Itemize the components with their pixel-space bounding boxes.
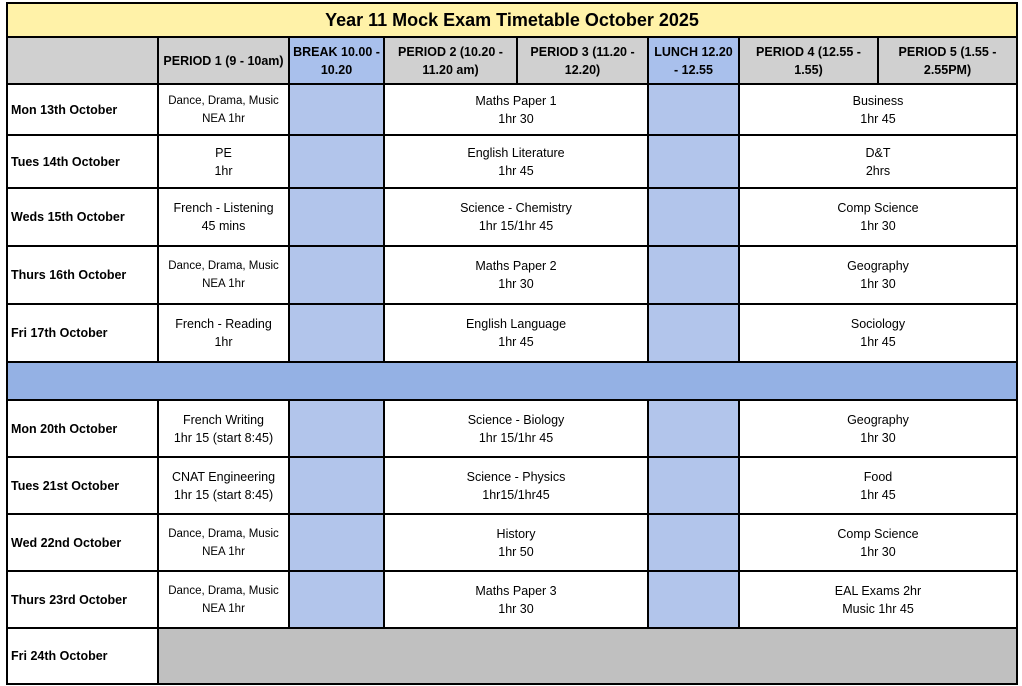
lunch-cell <box>648 571 739 628</box>
period-1-exam: French - Reading 1hr <box>158 304 289 362</box>
table-row <box>7 246 1017 304</box>
day-label: Tues 21st October <box>7 457 158 514</box>
break-cell <box>289 571 384 628</box>
header-period-5: PERIOD 5 (1.55 - 2.55PM) <box>878 37 1017 84</box>
week-separator <box>7 362 1017 400</box>
lunch-cell <box>648 457 739 514</box>
page-title: Year 11 Mock Exam Timetable October 2025 <box>7 3 1017 37</box>
table-row <box>7 628 1017 684</box>
table-row <box>7 135 1017 188</box>
no-exams-block <box>158 628 1017 684</box>
day-label: Thurs 16th October <box>7 246 158 304</box>
week-separator-bar <box>7 362 1017 400</box>
period-4-5-exam: Geography 1hr 30 <box>739 400 1017 457</box>
break-cell <box>289 246 384 304</box>
period-1-exam: Dance, Drama, Music NEA 1hr <box>158 514 289 571</box>
lunch-cell <box>648 304 739 362</box>
lunch-cell <box>648 188 739 246</box>
break-cell <box>289 457 384 514</box>
period-2-3-exam: Science - Biology 1hr 15/1hr 45 <box>384 400 648 457</box>
day-label: Wed 22nd October <box>7 514 158 571</box>
day-label: Mon 13th October <box>7 84 158 135</box>
period-1-exam: CNAT Engineering 1hr 15 (start 8:45) <box>158 457 289 514</box>
period-4-5-exam: EAL Exams 2hr Music 1hr 45 <box>739 571 1017 628</box>
header-period-1: PERIOD 1 (9 - 10am) <box>158 37 289 84</box>
break-cell <box>289 514 384 571</box>
day-label: Fri 17th October <box>7 304 158 362</box>
lunch-cell <box>648 400 739 457</box>
header-blank <box>7 37 158 84</box>
period-1-exam: French Writing 1hr 15 (start 8:45) <box>158 400 289 457</box>
lunch-cell <box>648 514 739 571</box>
period-1-exam: Dance, Drama, Music NEA 1hr <box>158 84 289 135</box>
period-2-3-exam: History 1hr 50 <box>384 514 648 571</box>
period-1-exam: PE 1hr <box>158 135 289 188</box>
break-cell <box>289 304 384 362</box>
period-1-exam: Dance, Drama, Music NEA 1hr <box>158 571 289 628</box>
table-row <box>7 514 1017 571</box>
period-2-3-exam: Maths Paper 1 1hr 30 <box>384 84 648 135</box>
period-4-5-exam: Sociology 1hr 45 <box>739 304 1017 362</box>
header-break: BREAK 10.00 - 10.20 <box>289 37 384 84</box>
table-row <box>7 188 1017 246</box>
header-row <box>7 37 1017 84</box>
table-row <box>7 457 1017 514</box>
period-2-3-exam: Maths Paper 3 1hr 30 <box>384 571 648 628</box>
day-label: Mon 20th October <box>7 400 158 457</box>
exam-timetable <box>6 2 1018 685</box>
lunch-cell <box>648 135 739 188</box>
header-lunch: LUNCH 12.20 - 12.55 <box>648 37 739 84</box>
period-4-5-exam: Comp Science 1hr 30 <box>739 188 1017 246</box>
day-label: Weds 15th October <box>7 188 158 246</box>
period-4-5-exam: Food 1hr 45 <box>739 457 1017 514</box>
day-label: Fri 24th October <box>7 628 158 684</box>
period-4-5-exam: Business 1hr 45 <box>739 84 1017 135</box>
header-period-4: PERIOD 4 (12.55 - 1.55) <box>739 37 878 84</box>
break-cell <box>289 135 384 188</box>
period-1-exam: Dance, Drama, Music NEA 1hr <box>158 246 289 304</box>
period-2-3-exam: Science - Physics 1hr15/1hr45 <box>384 457 648 514</box>
period-4-5-exam: Geography 1hr 30 <box>739 246 1017 304</box>
lunch-cell <box>648 246 739 304</box>
day-label: Tues 14th October <box>7 135 158 188</box>
period-2-3-exam: English Literature 1hr 45 <box>384 135 648 188</box>
break-cell <box>289 84 384 135</box>
period-4-5-exam: D&T 2hrs <box>739 135 1017 188</box>
period-4-5-exam: Comp Science 1hr 30 <box>739 514 1017 571</box>
table-row <box>7 571 1017 628</box>
break-cell <box>289 400 384 457</box>
period-2-3-exam: English Language 1hr 45 <box>384 304 648 362</box>
lunch-cell <box>648 84 739 135</box>
header-period-3: PERIOD 3 (11.20 - 12.20) <box>517 37 648 84</box>
break-cell <box>289 188 384 246</box>
header-period-2: PERIOD 2 (10.20 - 11.20 am) <box>384 37 517 84</box>
period-2-3-exam: Maths Paper 2 1hr 30 <box>384 246 648 304</box>
period-1-exam: French - Listening 45 mins <box>158 188 289 246</box>
table-row <box>7 84 1017 135</box>
table-row <box>7 304 1017 362</box>
period-2-3-exam: Science - Chemistry 1hr 15/1hr 45 <box>384 188 648 246</box>
table-row <box>7 400 1017 457</box>
day-label: Thurs 23rd October <box>7 571 158 628</box>
